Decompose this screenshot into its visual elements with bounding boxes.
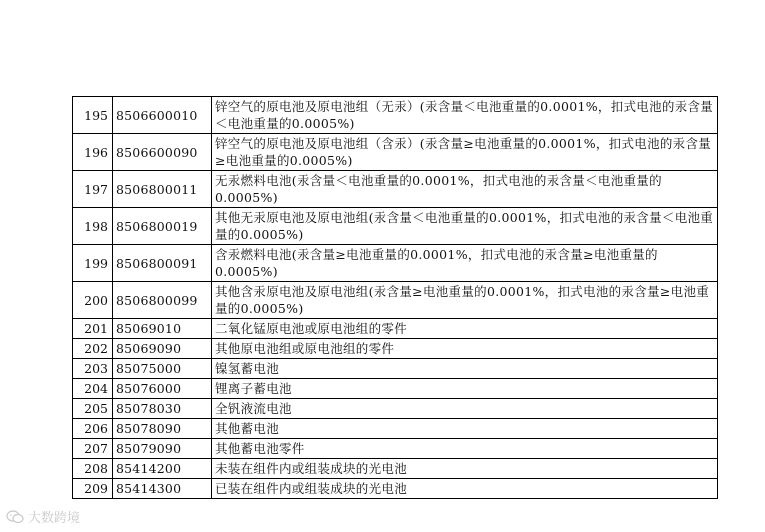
item-description: 其他蓄电池 (212, 419, 718, 439)
item-description: 含汞燃料电池(汞含量≥电池重量的0.0001%，扣式电池的汞含量≥电池重量的0.0005%) (212, 245, 718, 282)
table-row (73, 379, 718, 399)
row-number: 195 (73, 97, 113, 134)
table-row (73, 208, 718, 245)
wechat-logo-icon (6, 510, 24, 524)
row-number: 203 (73, 359, 113, 379)
row-number: 206 (73, 419, 113, 439)
table-row (73, 171, 718, 208)
row-number: 205 (73, 399, 113, 419)
table-row (73, 339, 718, 359)
hs-code: 85078090 (113, 419, 212, 439)
hs-code: 85069090 (113, 339, 212, 359)
row-number: 200 (73, 282, 113, 319)
item-description: 镍氢蓄电池 (212, 359, 718, 379)
item-description: 未装在组件内或组装成块的光电池 (212, 459, 718, 479)
watermark (6, 507, 80, 526)
row-number: 207 (73, 439, 113, 459)
item-description: 已装在组件内或组装成块的光电池 (212, 479, 718, 499)
hs-code: 85069010 (113, 319, 212, 339)
hs-code: 8506600010 (113, 97, 212, 134)
hs-code: 85075000 (113, 359, 212, 379)
table-row (73, 399, 718, 419)
table-row (73, 439, 718, 459)
table-row (73, 359, 718, 379)
table-row (73, 282, 718, 319)
row-number: 197 (73, 171, 113, 208)
item-description: 其他原电池组或原电池组的零件 (212, 339, 718, 359)
item-description: 锌空气的原电池及原电池组（含汞）(汞含量≥电池重量的0.0001%，扣式电池的汞含量≥电池重量的0.0005%) (212, 134, 718, 171)
row-number: 199 (73, 245, 113, 282)
row-number: 202 (73, 339, 113, 359)
hs-code: 8506800019 (113, 208, 212, 245)
item-description: 锌空气的原电池及原电池组（无汞）(汞含量＜电池重量的0.0001%，扣式电池的汞含量＜电池重量的0.0005%) (212, 97, 718, 134)
row-number: 198 (73, 208, 113, 245)
hs-code: 8506800091 (113, 245, 212, 282)
hs-code: 8506800011 (113, 171, 212, 208)
row-number: 196 (73, 134, 113, 171)
table-row (73, 479, 718, 499)
hs-code: 85414200 (113, 459, 212, 479)
table-row (73, 97, 718, 134)
item-description: 其他无汞原电池及原电池组(汞含量＜电池重量的0.0001%，扣式电池的汞含量＜电池重量的0.0005%) (212, 208, 718, 245)
row-number: 208 (73, 459, 113, 479)
table-row (73, 419, 718, 439)
item-description: 其他蓄电池零件 (212, 439, 718, 459)
hs-code: 85076000 (113, 379, 212, 399)
table-row (73, 459, 718, 479)
hs-code: 85079090 (113, 439, 212, 459)
hs-code: 85078030 (113, 399, 212, 419)
table-row (73, 319, 718, 339)
hs-code: 85414300 (113, 479, 212, 499)
row-number: 201 (73, 319, 113, 339)
row-number: 209 (73, 479, 113, 499)
hs-code: 8506600090 (113, 134, 212, 171)
battery-code-table (72, 96, 718, 499)
item-description: 锂离子蓄电池 (212, 379, 718, 399)
hs-code: 8506800099 (113, 282, 212, 319)
item-description: 全钒液流电池 (212, 399, 718, 419)
item-description: 无汞燃料电池(汞含量＜电池重量的0.0001%，扣式电池的汞含量＜电池重量的0.0005%) (212, 171, 718, 208)
watermark-text: 大数跨境 (28, 511, 81, 526)
table-row (73, 245, 718, 282)
item-description: 二氧化锰原电池或原电池组的零件 (212, 319, 718, 339)
item-description: 其他含汞原电池及原电池组(汞含量≥电池重量的0.0001%，扣式电池的汞含量≥电池重量的0.0005%) (212, 282, 718, 319)
row-number: 204 (73, 379, 113, 399)
table-row (73, 134, 718, 171)
